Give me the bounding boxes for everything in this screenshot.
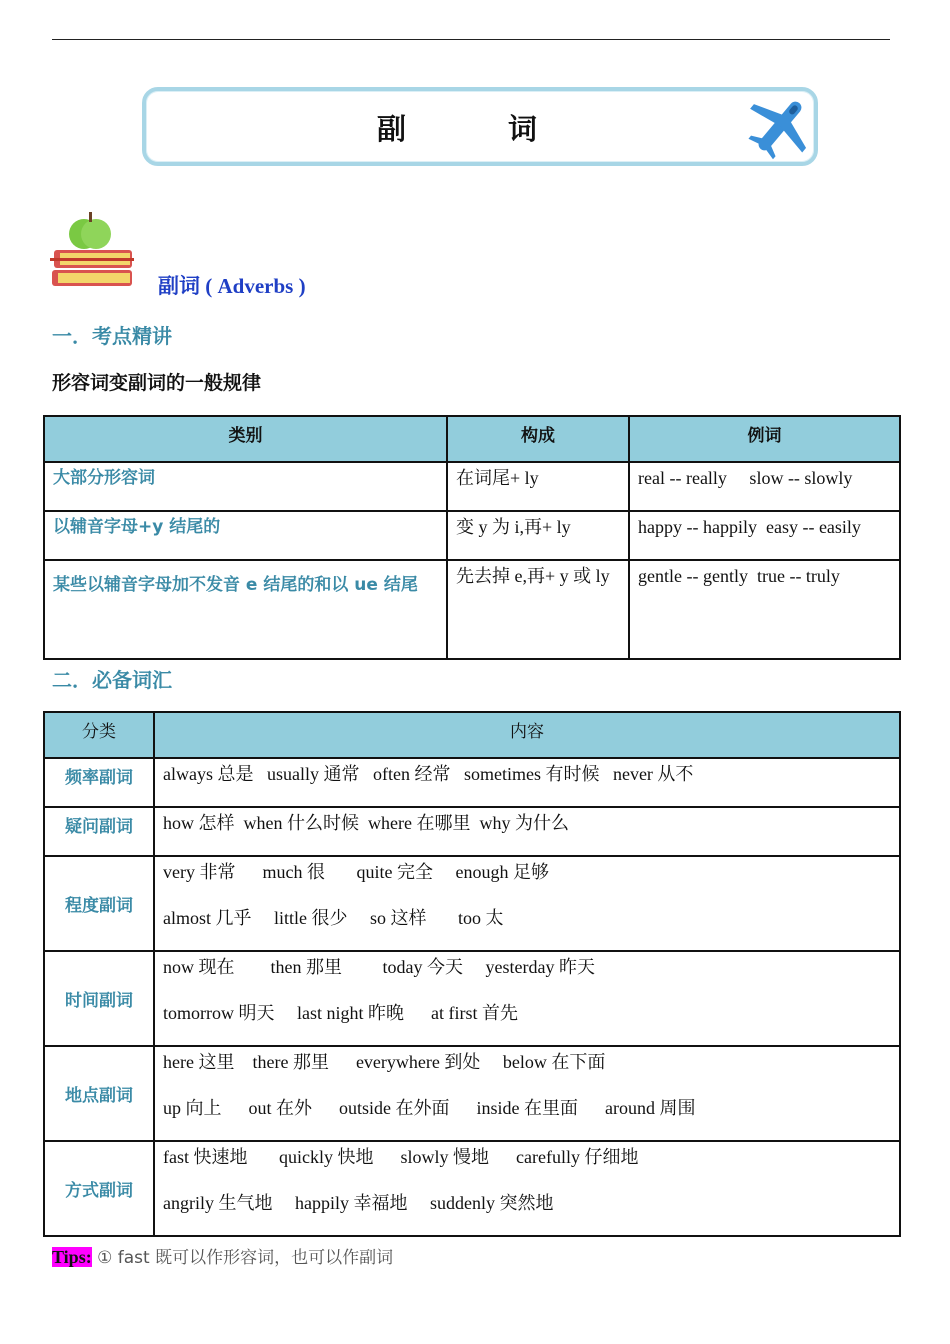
content-line: always 总是 usually 通常 often 经常 sometimes 有时候 never 从不 <box>163 764 694 784</box>
header-formation: 构成 <box>447 416 629 462</box>
row-formation: 变 y 为 i,再+ ly <box>447 511 629 560</box>
row-formation: 在词尾+ ly <box>447 462 629 511</box>
row-category: 方式副词 <box>44 1141 154 1236</box>
row-category: 地点副词 <box>44 1046 154 1141</box>
top-rule <box>52 39 890 40</box>
rules-table <box>43 415 901 660</box>
row-category: 频率副词 <box>44 758 154 807</box>
part1-subheading: 形容词变副词的一般规律 <box>52 372 262 394</box>
content-line: very 非常 much 很 quite 完全 enough 足够 <box>163 862 549 882</box>
row-content <box>154 856 900 951</box>
table-row <box>44 511 900 560</box>
table-row <box>44 758 900 807</box>
books-apple-icon <box>50 210 134 290</box>
section-title-cn: 副词 <box>158 274 200 298</box>
content-line: up 向上 out 在外 outside 在外面 inside 在里面 around 周围 <box>163 1098 696 1118</box>
table-row <box>44 1046 900 1141</box>
row-content <box>154 758 900 807</box>
page-title: 副 词 <box>376 112 584 146</box>
row-category: 时间副词 <box>44 951 154 1046</box>
table-row <box>44 1141 900 1236</box>
vocabulary-table <box>43 711 901 1237</box>
row-content <box>154 951 900 1046</box>
content-line: fast 快速地 quickly 快地 slowly 慢地 carefully 仔细地 <box>163 1147 639 1167</box>
row-category: 程度副词 <box>44 856 154 951</box>
tips-note <box>52 1243 393 1268</box>
row-category: 某些以辅音字母加不发音 e 结尾的和以 ue 结尾 <box>44 560 447 659</box>
table-row <box>44 856 900 951</box>
tips-text: ① fast 既可以作形容词，也可以作副词 <box>91 1248 394 1268</box>
content-line: angrily 生气地 happily 幸福地 suddenly 突然地 <box>163 1193 554 1213</box>
row-content <box>154 1141 900 1236</box>
table-row <box>44 951 900 1046</box>
row-examples: real -- really slow -- slowly <box>629 462 900 511</box>
header-content: 内容 <box>154 712 900 758</box>
content-line: here 这里 there 那里 everywhere 到处 below 在下面 <box>163 1052 606 1072</box>
row-category: 以辅音字母+y 结尾的 <box>44 511 447 560</box>
content-line: tomorrow 明天 last night 昨晚 at first 首先 <box>163 1003 518 1023</box>
title-banner <box>142 87 818 166</box>
content-line: how 怎样 when 什么时候 where 在哪里 why 为什么 <box>163 813 569 833</box>
row-category: 大部分形容词 <box>44 462 447 511</box>
table-header-row <box>44 712 900 758</box>
row-content <box>154 807 900 856</box>
row-examples: happy -- happily easy -- easily <box>629 511 900 560</box>
section-title-en: ( Adverbs ) <box>200 274 306 298</box>
row-category: 疑问副词 <box>44 807 154 856</box>
section-title <box>158 270 306 300</box>
part1-heading: 一．考点精讲 <box>52 324 172 348</box>
content-line: almost 几乎 little 很少 so 这样 too 太 <box>163 908 504 928</box>
header-category: 类别 <box>44 416 447 462</box>
row-examples: gentle -- gently true -- truly <box>629 560 900 659</box>
table-row <box>44 560 900 659</box>
row-formation: 先去掉 e,再+ y 或 ly <box>447 560 629 659</box>
header-category: 分类 <box>44 712 154 758</box>
part2-heading: 二．必备词汇 <box>52 668 172 692</box>
airplane-icon <box>744 92 816 160</box>
table-row <box>44 462 900 511</box>
table-row <box>44 807 900 856</box>
row-content <box>154 1046 900 1141</box>
table-header-row <box>44 416 900 462</box>
content-line: now 现在 then 那里 today 今天 yesterday 昨天 <box>163 957 595 977</box>
tips-label: Tips: <box>52 1247 92 1267</box>
header-examples: 例词 <box>629 416 900 462</box>
